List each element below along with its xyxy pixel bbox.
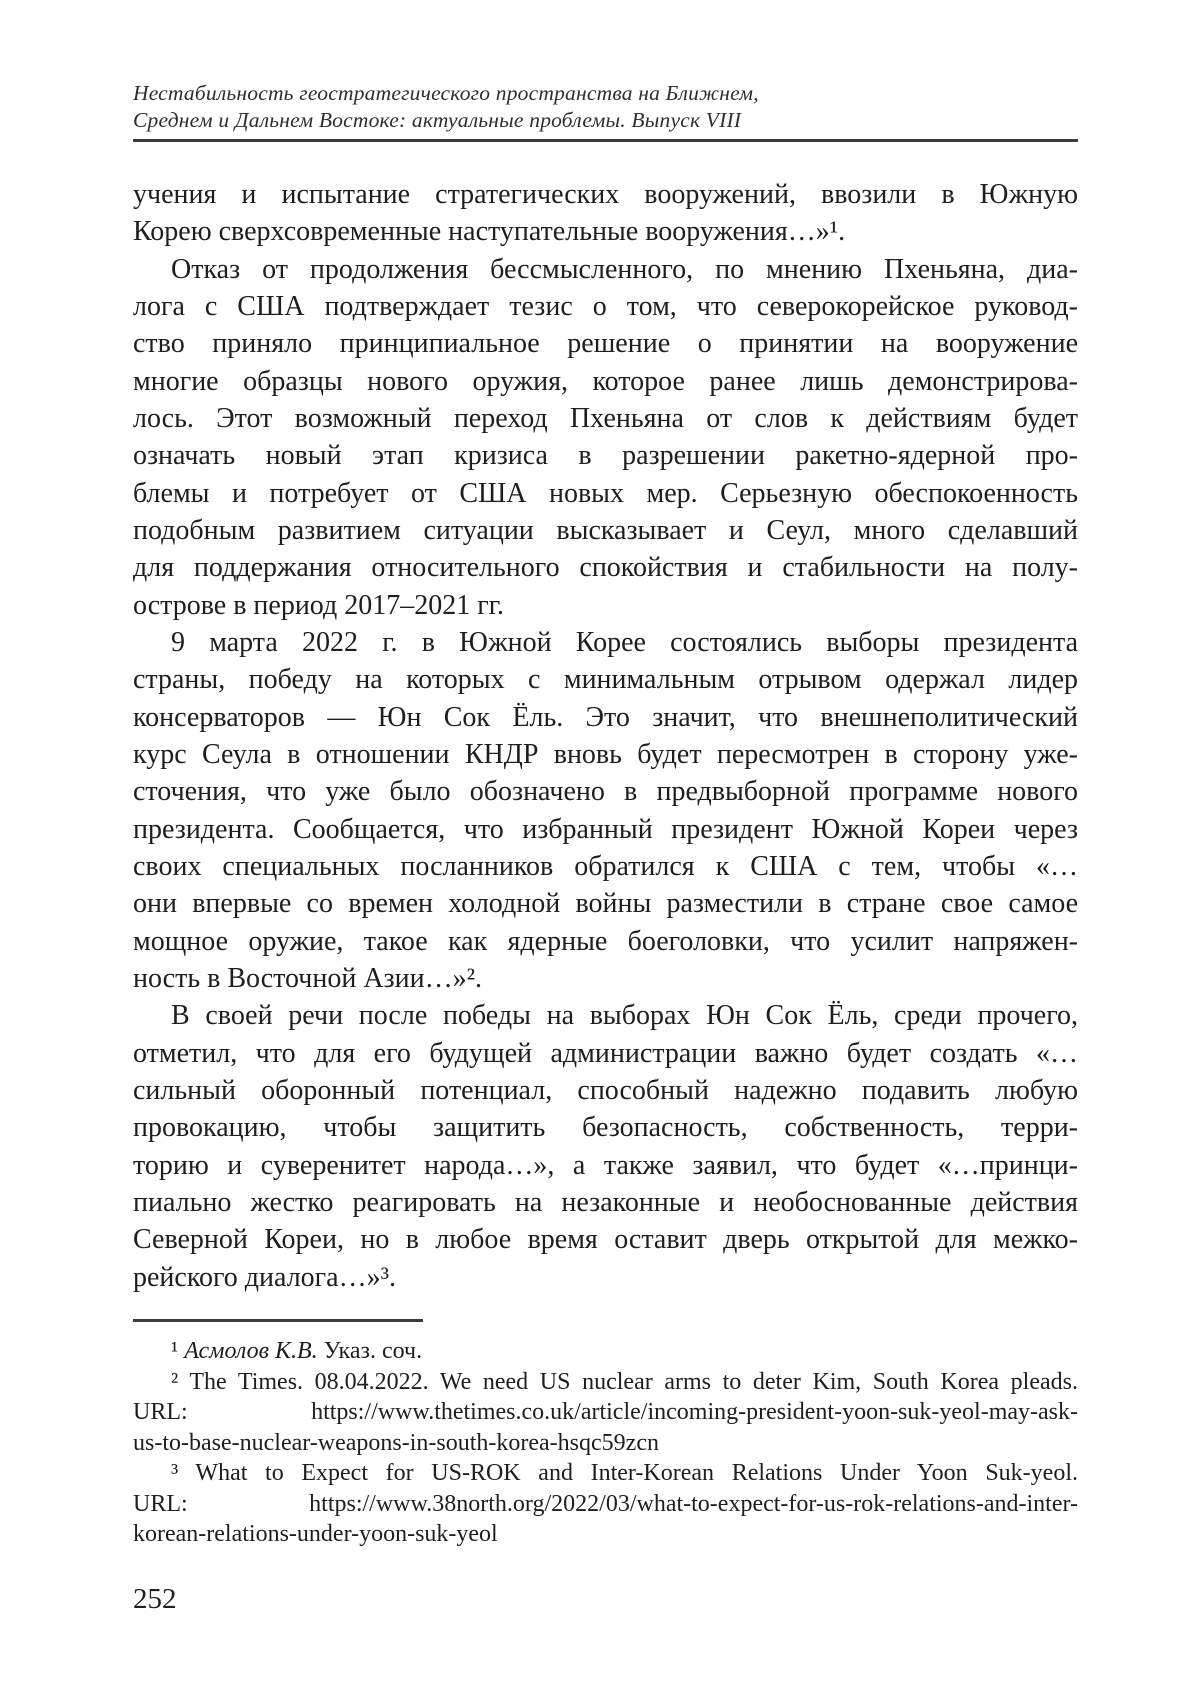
header-rule (133, 139, 1078, 142)
text-line: многие образцы нового оружия, которое ранее лишь демонстрирова- (133, 365, 1078, 397)
text-line: В своей речи после победы на выборах Юн Сок Ёль, среди прочего, (171, 1000, 1078, 1032)
text-segment: Указ. соч. (317, 1338, 423, 1364)
text-line: korean-relations-under-yoon-suk-yeol (133, 1521, 498, 1547)
text-line: пиально жестко реагировать на незаконные и необоснованные действия (133, 1186, 1078, 1218)
text-line: 9 марта 2022 г. в Южной Корее состоялись выборы президента (171, 626, 1078, 658)
text-line: us-to-base-nuclear-weapons-in-south-korea-hsqc59zcn (133, 1429, 659, 1456)
text-line: мощное оружие, такое как ядерные боеголовки, что усилит напряжен- (133, 925, 1078, 957)
text-line: для поддержания относительного спокойствия и стабильности на полу- (133, 552, 1078, 584)
footnotes (133, 1336, 1078, 1550)
text-line: Северной Кореи, но в любое время оставит дверь открытой для межко- (133, 1224, 1078, 1256)
italic-text-segment: Асмолов К.В. (184, 1338, 318, 1364)
text-line: ³ What to Expect for US-ROK and Inter-Korean Relations Under Yoon Suk-yeol. (171, 1460, 1078, 1486)
text-line (133, 1336, 1078, 1367)
text-line: URL: https://www.38north.org/2022/03/what-to-expect-for-us-rok-relations-and-inter- (133, 1490, 1078, 1517)
text-line: лога с США подтверждает тезис о том, что северокорейское руковод- (133, 290, 1078, 322)
text-line: президента. Сообщается, что избранный президент Южной Кореи через (133, 813, 1078, 845)
text-line: Корею сверхсовременные наступательные вооружения…»¹. (133, 216, 846, 248)
text-line: ность в Восточной Азии…»². (133, 962, 482, 994)
running-header-line-1: Нестабильность геостратегического пространства на Ближнем, (133, 81, 759, 105)
text-line: курс Сеула в отношении КНДР вновь будет пересмотрен в сторону уже- (133, 738, 1078, 770)
footnote-separator-rule (133, 1319, 423, 1322)
text-line: блемы и потребует от США новых мер. Серьезную обеспокоенность (133, 477, 1078, 509)
paragraph (133, 624, 1078, 997)
text-line: отметил, что для его будущей администрации важно будет создать «… (133, 1037, 1078, 1069)
footnote (133, 1458, 1078, 1550)
text-segment: ¹ (171, 1338, 185, 1364)
text-line: лось. Этот возможный переход Пхеньяна от слов к действиям будет (133, 402, 1078, 434)
text-line: учения и испытание стратегических вооружений, ввозили в Южную (133, 179, 1078, 210)
text-line: сточения, что уже было обозначено в предвыборной программе нового (133, 776, 1078, 808)
text-line: Отказ от продолжения бессмысленного, по мнению Пхеньяна, диа- (171, 253, 1078, 285)
running-header-line-2: Среднем и Дальнем Востоке: актуальные проблемы. Выпуск VIII (133, 108, 742, 132)
paragraph (133, 251, 1078, 624)
text-line: ство приняло принципиальное решение о принятии на вооружение (133, 328, 1078, 360)
text-line: подобным развитием ситуации высказывает и Сеул, много сделавший (133, 514, 1078, 546)
text-line: URL: https://www.thetimes.co.uk/article/incoming-president-yoon-suk-yeol-may-ask- (133, 1399, 1078, 1425)
paragraph (133, 176, 1078, 251)
text-line: острове в период 2017–2021 гг. (133, 589, 505, 621)
text-line: рейского диалога…»³. (133, 1261, 396, 1293)
page-number: 252 (133, 1583, 177, 1615)
text-line: торию и суверенитет народа…», а также заявил, что будет «…принци- (133, 1149, 1078, 1181)
text-line: консерваторов — Юн Сок Ёль. Это значит, что внешнеполитический (133, 701, 1078, 733)
body-text (133, 176, 1078, 1296)
text-line: своих специальных посланников обратился к США с тем, чтобы «… (133, 850, 1078, 882)
running-header (133, 80, 1078, 134)
footnote (133, 1367, 1078, 1459)
footnote (133, 1336, 1078, 1367)
text-line: они впервые со времен холодной войны разместили в стране свое самое (133, 888, 1078, 920)
text-line: ² The Times. 08.04.2022. We need US nuclear arms to deter Kim, South Korea pleads. (171, 1368, 1078, 1395)
text-line: страны, победу на которых с минимальным отрывом одержал лидер (133, 664, 1078, 696)
text-line: означать новый этап кризиса в разрешении ракетно-ядерной про- (133, 440, 1078, 472)
paragraph (133, 997, 1078, 1296)
text-line: провокацию, чтобы защитить безопасность, собственность, терри- (133, 1112, 1078, 1144)
text-line: сильный оборонный потенциал, способный надежно подавить любую (133, 1074, 1078, 1106)
